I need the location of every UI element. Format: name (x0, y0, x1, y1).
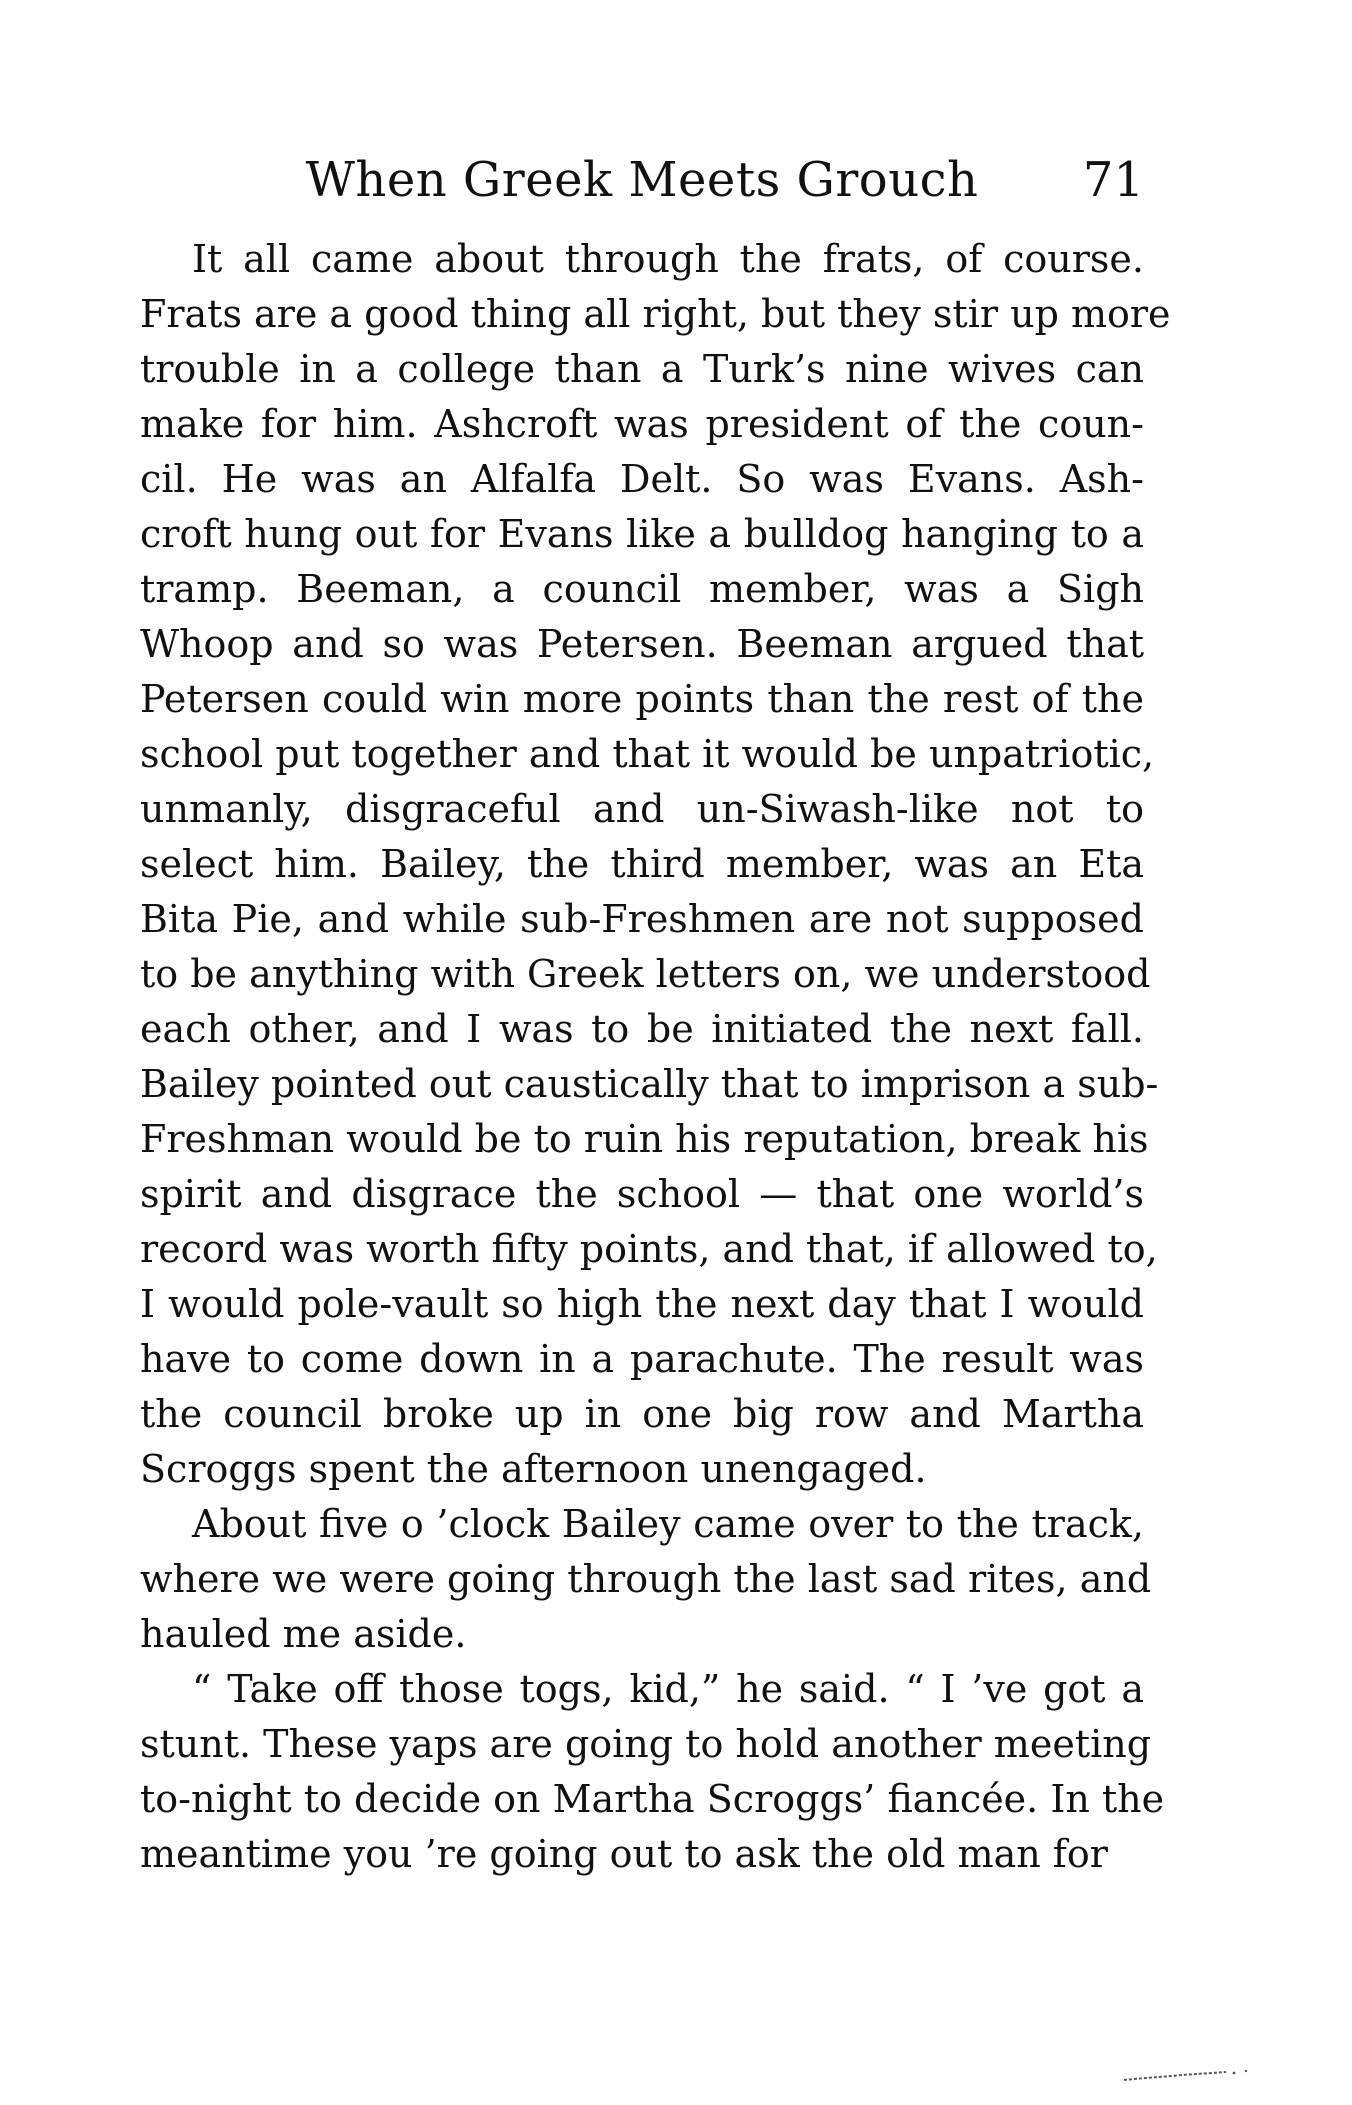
text-line: each other, and I was to be initiated the next fall. (140, 1007, 1144, 1051)
text-line: have to come down in a parachute. The result was (140, 1337, 1144, 1381)
text-line: Petersen could win more points than the rest of the (140, 677, 1144, 721)
paragraph (140, 1662, 1165, 1882)
text-line: make for him. Ashcroft was president of the coun- (140, 402, 1144, 446)
text-line: Freshman would be to ruin his reputation, break his (140, 1117, 1149, 1161)
paragraph (140, 232, 1171, 1497)
body-text (140, 232, 1171, 1882)
text-line: “ Take off those togs, kid,” he said. “ I ’ve got a (192, 1667, 1144, 1711)
running-head (140, 150, 1144, 210)
text-line: Bailey pointed out caustically that to imprison a sub- (140, 1062, 1159, 1106)
text-line: select him. Bailey, the third member, was an Eta (140, 842, 1144, 886)
text-line: About five o ’clock Bailey came over to the track, (192, 1502, 1144, 1546)
text-line: cil. He was an Alfalfa Delt. So was Evans. Ash- (140, 457, 1144, 501)
text-line: It all came about through the frats, of course. (192, 237, 1144, 281)
paragraph (140, 1497, 1152, 1662)
text-line: Bita Pie, and while sub-Freshmen are not supposed (140, 897, 1144, 941)
text-line: stunt. These yaps are going to hold another meeting (140, 1722, 1152, 1766)
text-line: to be anything with Greek letters on, we understood (140, 952, 1151, 996)
text-line: hauled me aside. (140, 1612, 467, 1656)
text-line: I would pole-vault so high the next day that I would (140, 1282, 1144, 1326)
text-line: Scroggs spent the afternoon unengaged. (140, 1447, 927, 1491)
page-number: 71 (1082, 152, 1144, 208)
ink-smudge-mark (1122, 2069, 1252, 2083)
text-line: Frats are a good thing all right, but they stir up more (140, 292, 1171, 336)
text-line: spirit and disgrace the school — that one world’s (140, 1172, 1144, 1216)
running-head-title: When Greek Meets Grouch (305, 152, 979, 208)
text-line: meantime you ’re going out to ask the old man for (140, 1832, 1108, 1876)
text-line: to-night to decide on Martha Scroggs’ fiancée. In the (140, 1777, 1165, 1821)
text-line: where we were going through the last sad rites, and (140, 1557, 1152, 1601)
text-line: croft hung out for Evans like a bulldog hanging to a (140, 512, 1144, 556)
text-line: Whoop and so was Petersen. Beeman argued that (140, 622, 1144, 666)
text-line: trouble in a college than a Turk’s nine wives can (140, 347, 1144, 391)
text-line: unmanly, disgraceful and un-Siwash-like not to (140, 787, 1144, 831)
text-line: tramp. Beeman, a council member, was a Sigh (140, 567, 1144, 611)
text-line: school put together and that it would be unpatriotic, (140, 732, 1155, 776)
text-line: the council broke up in one big row and Martha (140, 1392, 1144, 1436)
text-line: record was worth fifty points, and that, if allowed to, (140, 1227, 1158, 1271)
